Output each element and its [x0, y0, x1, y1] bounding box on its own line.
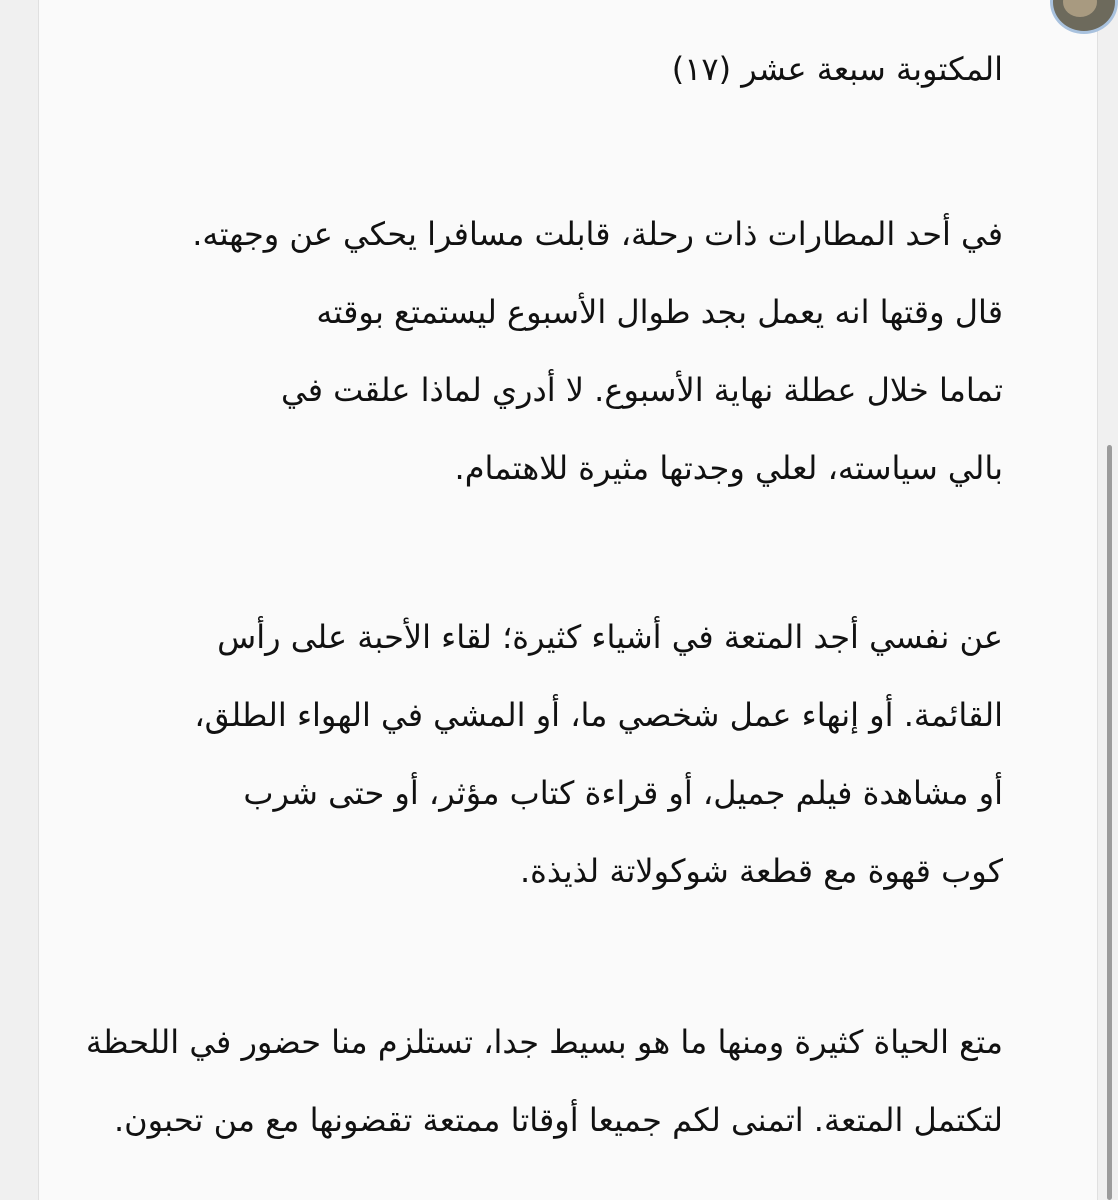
note-body [13, 38, 1003, 1139]
paragraph-2 [13, 598, 1003, 910]
paragraph-line: قال وقتها انه يعمل بجد طوال الأسبوع ليستمتع بوقته [316, 293, 1003, 331]
note-title: المكتوبة سبعة عشر (١٧) [671, 50, 1003, 88]
paragraph-1 [13, 195, 1003, 507]
paragraph-line: كوب قهوة مع قطعة شوكولاتة لذيذة. [519, 852, 1003, 890]
paragraph-3 [13, 1003, 1003, 1159]
vertical-scrollbar[interactable] [1107, 445, 1112, 1200]
paragraph-line: أو مشاهدة فيلم جميل، أو قراءة كتاب مؤثر، أو حتى شرب [243, 774, 1003, 812]
paragraph-line: لتكتمل المتعة. اتمنى لكم جميعا أوقاتا ممتعة تقضونها مع من تحبون. [113, 1101, 1003, 1139]
paragraph-line: تماما خلال عطلة نهاية الأسبوع. لا أدري لماذا علقت في [281, 371, 1003, 409]
paragraph-line: القائمة. أو إنهاء عمل شخصي ما، أو المشي في الهواء الطلق، [194, 696, 1003, 734]
note-document [38, 0, 1098, 1200]
avatar-photo-icon [1063, 0, 1097, 17]
paragraph-line: في أحد المطارات ذات رحلة، قابلت مسافرا يحكي عن وجهته. [192, 215, 1003, 253]
paragraph-line: متع الحياة كثيرة ومنها ما هو بسيط جدا، تستلزم منا حضور في اللحظة [85, 1023, 1003, 1061]
paragraph-line: بالي سياسته، لعلي وجدتها مثيرة للاهتمام. [454, 449, 1003, 487]
paragraph-line: عن نفسي أجد المتعة في أشياء كثيرة؛ لقاء الأحبة على رأس [217, 618, 1003, 656]
